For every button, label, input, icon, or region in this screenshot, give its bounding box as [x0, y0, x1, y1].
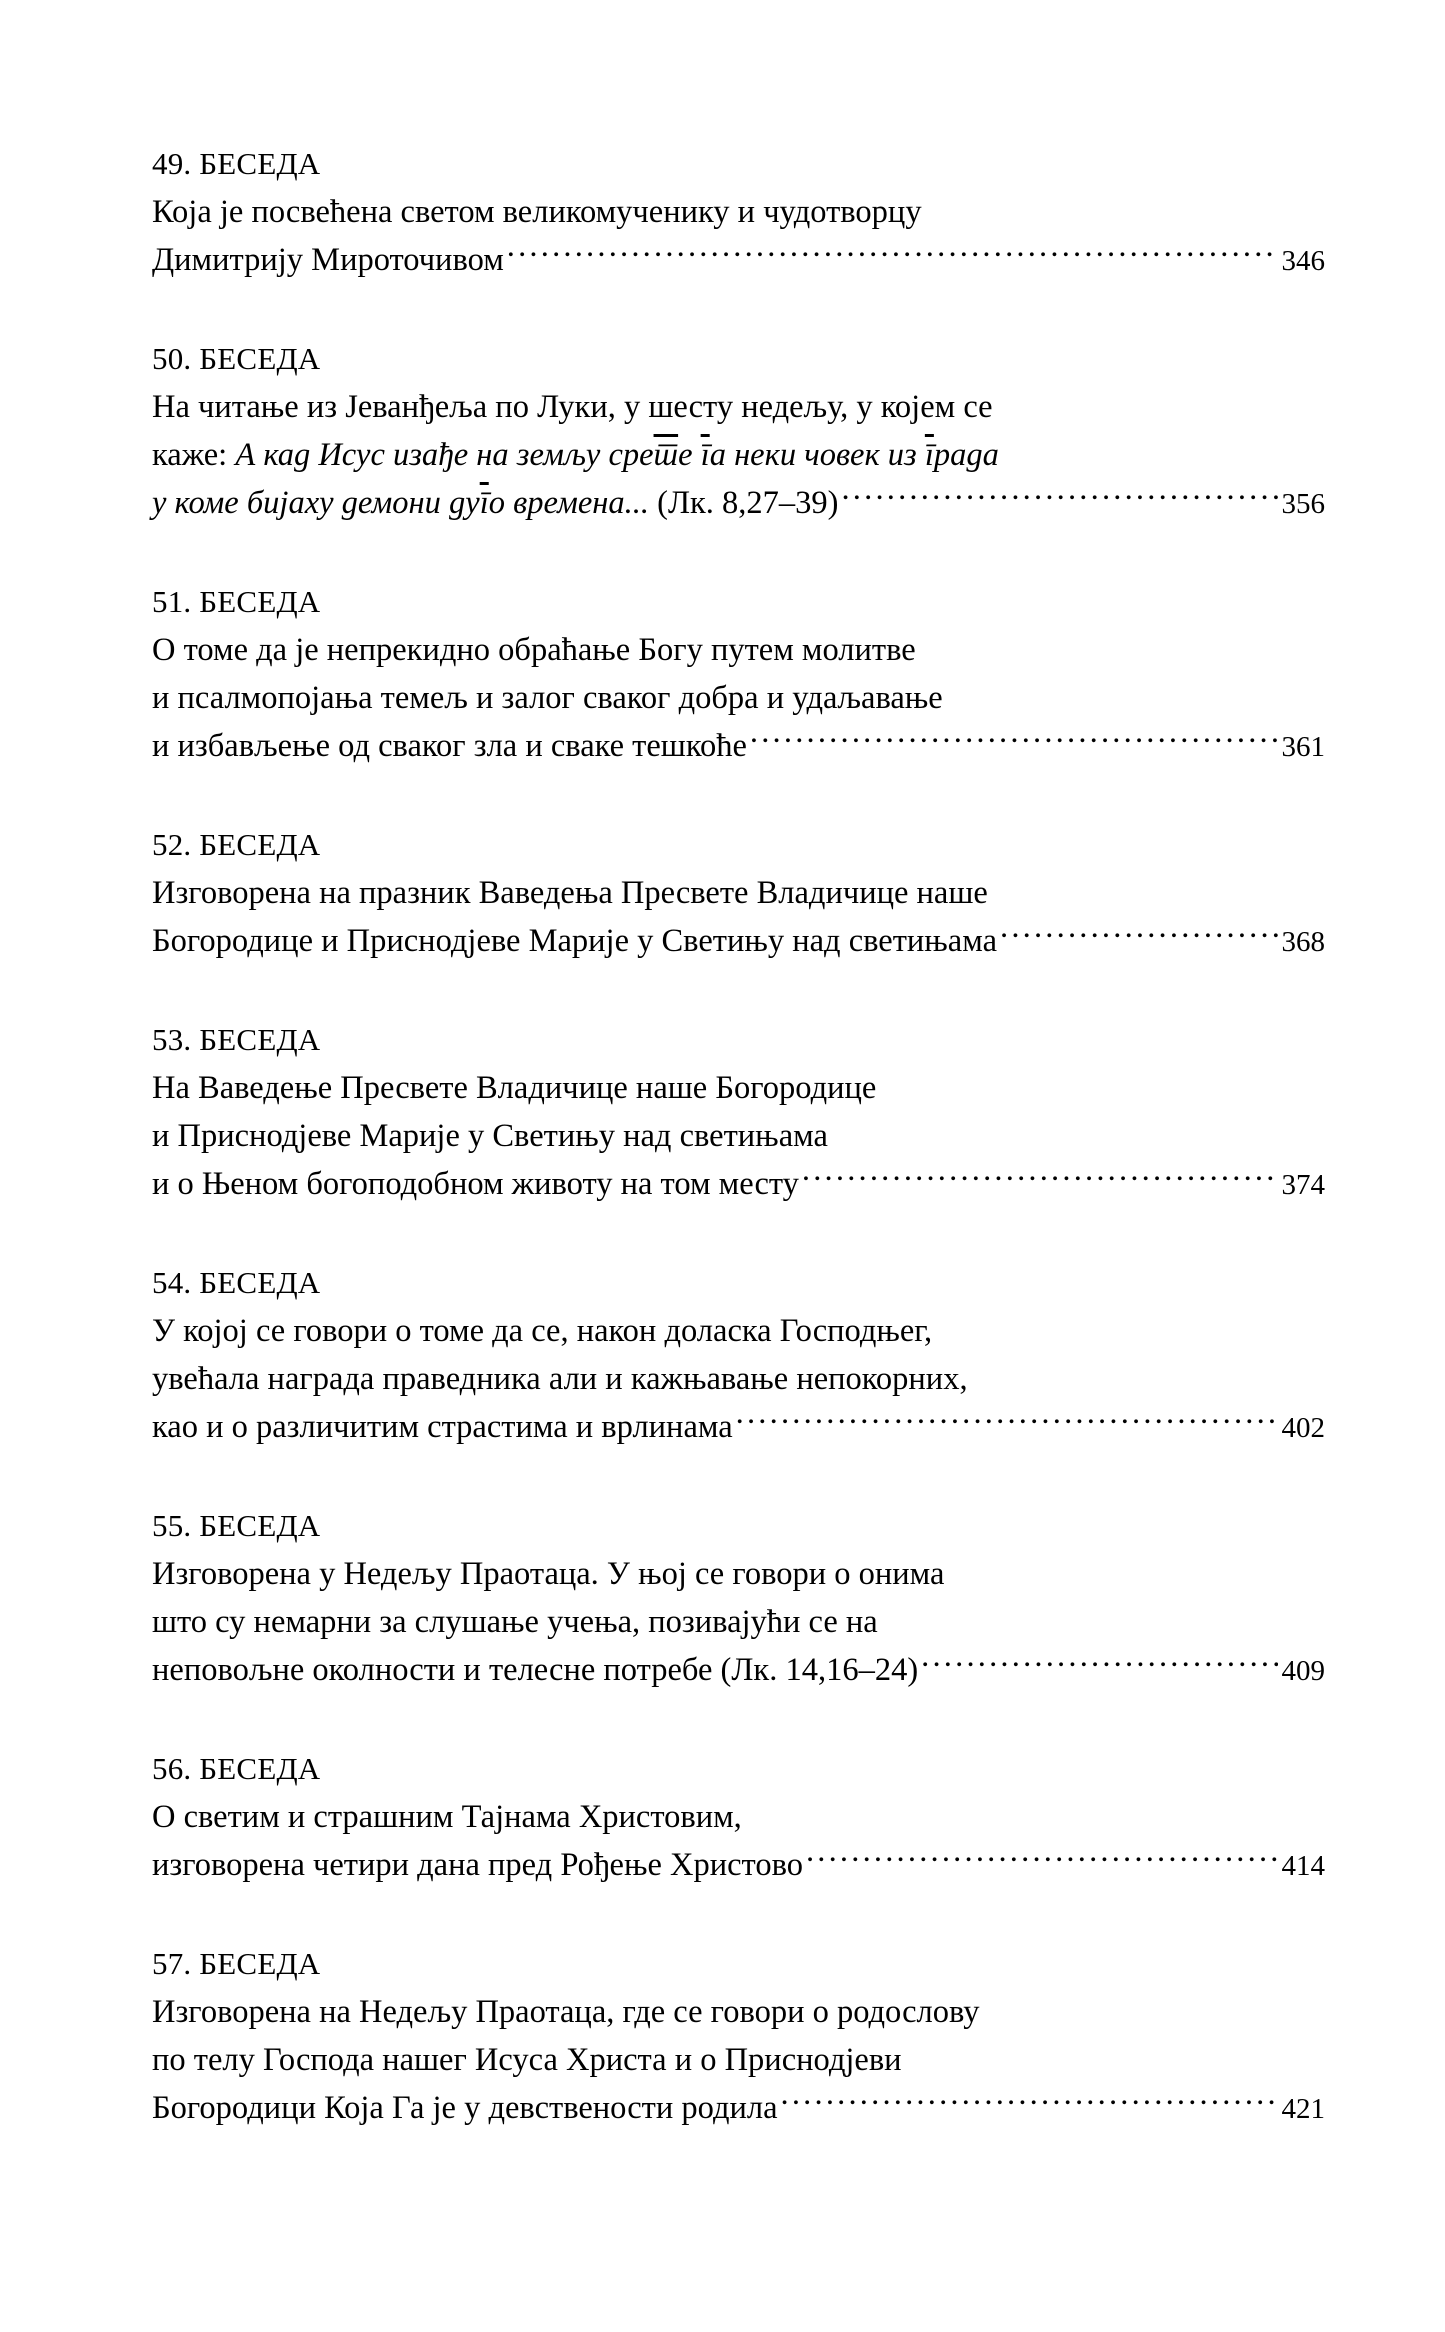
- toc-entry[interactable]: [152, 1016, 1325, 1209]
- toc-entry-line: На Ваведење Пресвете Владичице наше Богородице: [152, 1070, 877, 1106]
- toc-page-number[interactable]: 409: [1281, 1655, 1325, 1687]
- toc-entry-heading: 57. БЕСЕДА: [152, 1946, 321, 1981]
- toc-entry-heading: 52. БЕСЕДА: [152, 827, 321, 862]
- toc-entry-heading: 51. БЕСЕДА: [152, 584, 321, 619]
- toc-entry-line-text: Богородици Која Га је у девствености родила: [152, 2090, 778, 2126]
- text-run: А кад Исус изађе на земљу сре: [235, 437, 654, 473]
- toc-entry-line: Која је посвећена светом великомученику и чудотворцу: [152, 194, 922, 230]
- toc-entry-line-last: [152, 236, 1325, 285]
- toc-entry-line-last: [152, 479, 1325, 528]
- text-run: г: [700, 437, 710, 473]
- text-run: г: [479, 485, 489, 521]
- toc-entry-line-text: Димитрију Мироточивом: [152, 242, 504, 278]
- toc-entry-body: [152, 1550, 1325, 1695]
- toc-entry-heading: 55. БЕСЕДА: [152, 1508, 321, 1543]
- text-run: г: [924, 437, 934, 473]
- text-run: о времена...: [488, 485, 649, 521]
- toc-entry-line-text: и избављење од сваког зла и сваке тешкоће: [152, 728, 747, 764]
- toc-entry[interactable]: [152, 821, 1325, 966]
- toc-entry-line-last: [152, 2084, 1325, 2133]
- toc-entry-line: Изговорена у Недељу Праотаца. У њој се говори о онима: [152, 1556, 945, 1592]
- toc-entry-line: Изговорена на Недељу Праотаца, где се говори о родослову: [152, 1994, 980, 2030]
- toc-entry-line-last: [152, 917, 1325, 966]
- toc-page-number[interactable]: 346: [1281, 245, 1325, 277]
- dot-leader: [1000, 919, 1278, 952]
- toc-entry-line: и Приснодјеве Марије у Светињу над светињама: [152, 1118, 828, 1154]
- toc-entry-heading: 50. БЕСЕДА: [152, 341, 321, 376]
- toc-entry-line: На читање из Јеванђеља по Луки, у шесту недељу, у којем се: [152, 389, 993, 425]
- toc-entry[interactable]: [152, 140, 1325, 285]
- toc-entry-line-quote: [152, 431, 1325, 479]
- text-run: у коме бијаху демони ду: [152, 485, 480, 521]
- toc-entry-line-text: [152, 479, 838, 527]
- toc-page-number[interactable]: 368: [1281, 926, 1325, 958]
- toc-entry-line: увећала награда праведника али и кажњавање непокорних,: [152, 1361, 968, 1397]
- toc-entry-body: [152, 869, 1325, 966]
- text-run: т: [653, 437, 679, 473]
- toc-entry-body: [152, 626, 1325, 771]
- toc-entry-body: [152, 383, 1325, 528]
- text-run: а неки човек из: [709, 437, 925, 473]
- toc-entry[interactable]: [152, 578, 1325, 771]
- toc-entry-line-text: као и о различитим страстима и врлинама: [152, 1409, 733, 1445]
- toc-entry-line-text: изговорена четири дана пред Рођење Христово: [152, 1847, 803, 1883]
- toc-page-number[interactable]: 361: [1281, 731, 1325, 763]
- toc-entry-line-text: неповољне околности и телесне потребе (Лк. 14,16–24): [152, 1652, 919, 1688]
- text-run: е: [678, 437, 701, 473]
- toc-entry-line-last: [152, 1403, 1325, 1452]
- text-run: (Лк. 8,27–39): [649, 485, 839, 521]
- toc-entry-line: О томе да је непрекидно обраћање Богу путем молитве: [152, 632, 916, 668]
- toc-entry-body: [152, 1307, 1325, 1452]
- toc-page-number[interactable]: 374: [1281, 1169, 1325, 1201]
- toc-page-number[interactable]: 402: [1281, 1412, 1325, 1444]
- toc-entry-body: [152, 1988, 1325, 2133]
- dot-leader: [750, 724, 1278, 757]
- toc-entry-line: по телу Господа нашег Исуса Христа и о Приснодјеви: [152, 2042, 902, 2078]
- dot-leader: [806, 1843, 1278, 1876]
- dot-leader: [781, 2086, 1278, 2119]
- toc-page-number[interactable]: 356: [1281, 488, 1325, 520]
- toc-entry-line-last: [152, 722, 1325, 771]
- toc-entry[interactable]: [152, 335, 1325, 528]
- toc-entry-line: Изговорена на празник Ваведења Пресвете Владичице наше: [152, 875, 988, 911]
- dot-leader: [507, 238, 1278, 271]
- toc-entry-line: У којој се говори о томе да се, након доласка Господњег,: [152, 1313, 933, 1349]
- toc-entry[interactable]: [152, 1745, 1325, 1890]
- toc-entry[interactable]: [152, 1259, 1325, 1452]
- toc-entry-line: и псалмопојања темељ и залог сваког добра и удаљавање: [152, 680, 943, 716]
- text-run: рада: [933, 437, 999, 473]
- toc-entry-line-last: [152, 1160, 1325, 1209]
- toc-entry-body: [152, 1064, 1325, 1209]
- toc-entry-line-last: [152, 1646, 1325, 1695]
- toc-page-number[interactable]: 421: [1281, 2093, 1325, 2125]
- text-run: каже:: [152, 437, 236, 473]
- toc-entry-heading: 53. БЕСЕДА: [152, 1022, 321, 1057]
- toc-page-number[interactable]: 414: [1281, 1850, 1325, 1882]
- toc-entry-body: [152, 1793, 1325, 1890]
- table-of-contents-list: [152, 140, 1325, 2133]
- toc-entry-line-text: Богородице и Приснодјеве Марије у Светињу над светињама: [152, 923, 997, 959]
- toc-entry-heading: 49. БЕСЕДА: [152, 146, 321, 181]
- dot-leader: [841, 481, 1277, 514]
- toc-entry[interactable]: [152, 1502, 1325, 1695]
- dot-leader: [802, 1162, 1278, 1195]
- toc-entry[interactable]: [152, 1940, 1325, 2133]
- toc-entry-heading: 56. БЕСЕДА: [152, 1751, 321, 1786]
- toc-entry-line: што су немарни за слушање учења, позивајући се на: [152, 1604, 878, 1640]
- toc-entry-line-last: [152, 1841, 1325, 1890]
- dot-leader: [736, 1405, 1278, 1438]
- toc-entry-line-text: и о Њеном богоподобном животу на том месту: [152, 1166, 799, 1202]
- toc-entry-body: [152, 188, 1325, 285]
- toc-entry-heading: 54. БЕСЕДА: [152, 1265, 321, 1300]
- toc-entry-line: О светим и страшним Тајнама Христовим,: [152, 1799, 742, 1835]
- dot-leader: [921, 1648, 1277, 1681]
